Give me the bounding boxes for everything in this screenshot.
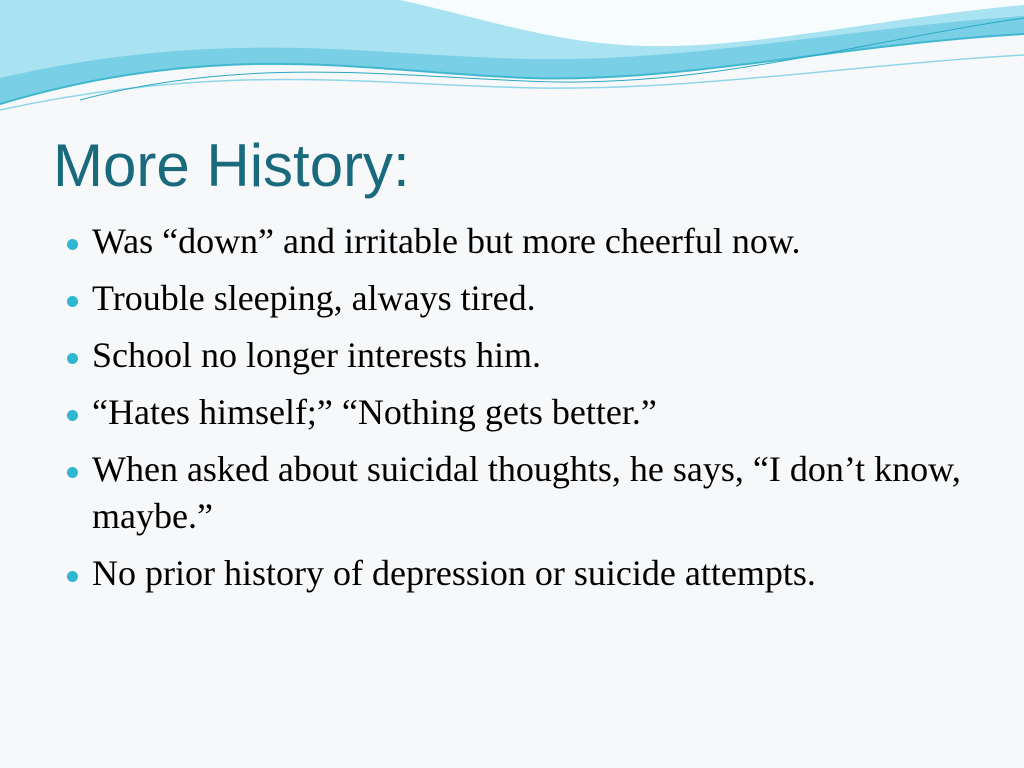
bullet-text: Trouble sleeping, always tired. <box>92 278 536 318</box>
decorative-wave-header <box>0 0 1024 125</box>
bullet-item <box>92 218 992 265</box>
bullet-dot-icon <box>67 410 78 421</box>
bullet-text: Was “down” and irritable but more cheerful now. <box>92 221 801 261</box>
bullet-item <box>92 332 992 379</box>
bullet-list <box>92 218 992 607</box>
bullet-dot-icon <box>67 296 78 307</box>
bullet-item <box>92 389 992 436</box>
bullet-dot-icon <box>67 239 78 250</box>
bullet-item <box>92 550 992 597</box>
bullet-dot-icon <box>67 571 78 582</box>
bullet-item <box>92 275 992 322</box>
bullet-dot-icon <box>67 467 78 478</box>
bullet-text: When asked about suicidal thoughts, he says, “I don’t know, maybe.” <box>92 449 961 536</box>
bullet-dot-icon <box>67 353 78 364</box>
bullet-item <box>92 446 992 540</box>
slide-title: More History: <box>53 132 410 199</box>
bullet-text: No prior history of depression or suicide attempts. <box>92 553 816 593</box>
bullet-text: “Hates himself;” “Nothing gets better.” <box>92 392 657 432</box>
bullet-text: School no longer interests him. <box>92 335 541 375</box>
